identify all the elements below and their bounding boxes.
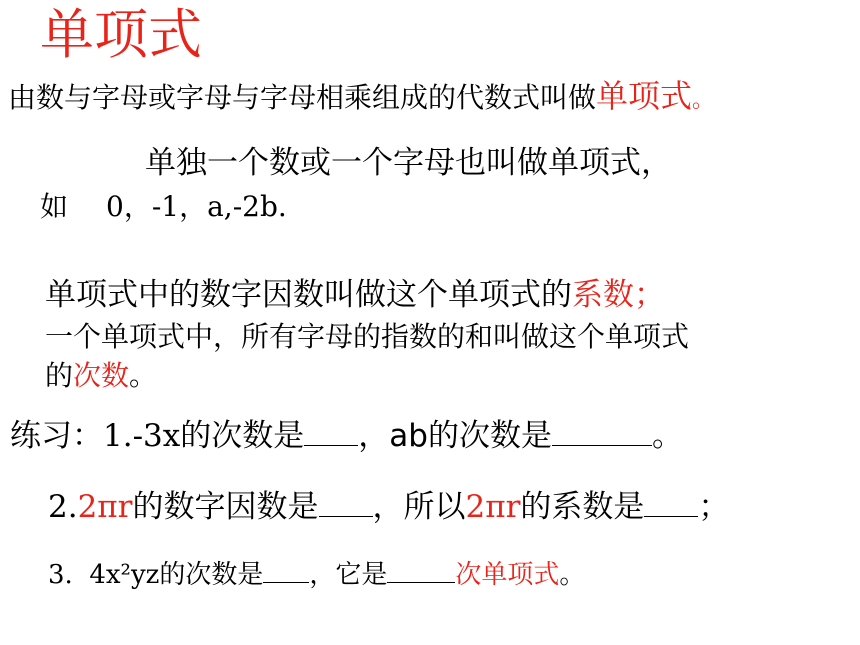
- single-term-note: 单独一个数或一个字母也叫做单项式，: [145, 145, 672, 181]
- exercise-1-text-b: ，ab的次数是: [358, 418, 552, 454]
- exercise-2-text-c: 的系数是: [520, 489, 645, 525]
- exercise-3-expr: 4x²yz: [89, 560, 160, 590]
- coefficient-term: 系数；: [572, 277, 665, 313]
- degree-definition-line2: [45, 359, 158, 392]
- answer-blank[interactable]: [263, 581, 309, 583]
- exercise-2-text-a: 的数字因数是: [132, 489, 319, 525]
- answer-blank[interactable]: [387, 581, 455, 583]
- slide-title: 单项式: [40, 3, 202, 66]
- coefficient-definition: [45, 277, 665, 313]
- exercise-1: [10, 418, 683, 454]
- exercise-2-expr-2: 2πr: [465, 489, 521, 525]
- definition-end: 。: [692, 88, 715, 113]
- exercise-label: 练习：: [10, 418, 103, 454]
- exercise-2-end: ；: [698, 489, 730, 525]
- degree-prefix: 的: [45, 359, 74, 392]
- exercise-3-number: 3.: [48, 560, 73, 590]
- exercise-3-text-a: 的次数是: [159, 560, 264, 590]
- exercise-1-expr: 1.-3x: [103, 418, 181, 454]
- exercise-3-term: 次单项式: [455, 560, 560, 590]
- exercise-3: [48, 562, 585, 588]
- example-values: 0，-1，a,-2b.: [106, 190, 287, 223]
- example-line: [40, 190, 287, 223]
- exercise-3-end: 。: [559, 560, 586, 590]
- exercise-1-end: 。: [651, 418, 683, 454]
- exercise-2-number: 2.: [48, 489, 78, 525]
- definition-text: 由数与字母或字母与字母相乘组成的代数式叫做: [8, 81, 597, 114]
- definition-line: [8, 77, 715, 115]
- exercise-1-text-a: 的次数是: [180, 418, 305, 454]
- degree-end: 。: [129, 359, 158, 392]
- exercise-2-expr: 2πr: [77, 489, 133, 525]
- exercise-2: [48, 489, 730, 525]
- example-prefix: 如: [40, 190, 69, 223]
- answer-blank[interactable]: [644, 515, 698, 517]
- definition-term: 单项式: [596, 77, 693, 115]
- coefficient-text: 单项式中的数字因数叫做这个单项式的: [45, 277, 572, 313]
- degree-term: 次数: [73, 359, 130, 392]
- answer-blank[interactable]: [319, 515, 373, 517]
- exercise-2-text-b: ，所以: [372, 489, 466, 525]
- answer-blank[interactable]: [552, 444, 652, 446]
- answer-blank[interactable]: [304, 444, 358, 446]
- degree-definition-line1: 一个单项式中，所有字母的指数的和叫做这个单项式: [45, 320, 690, 353]
- exercise-3-text-b: ，它是: [309, 560, 388, 590]
